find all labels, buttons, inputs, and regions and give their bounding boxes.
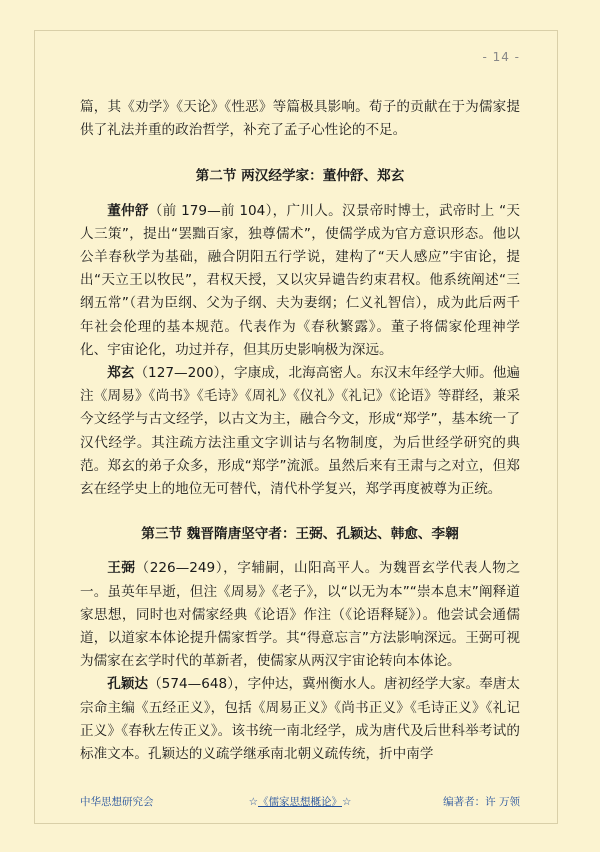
- paragraph-zheng-xuan: [80, 362, 520, 501]
- paragraph-text: （226—249），字辅嗣，山阳高平人。为魏晋玄学代表人物之一。虽英年早逝，但注《周易》《老子》，以“以无为本”“崇本息末”阐释道家思想，同时也对儒家经典《论语》作注（《论语释疑》）。他尝试会通儒道，以道家本体论提升儒家哲学。其“得意忘言”方法影响深远。王弼可视为儒家在玄学时代的革新者，使儒家从两汉宇宙论转向本体论。: [80, 560, 521, 670]
- star-icon: ☆: [342, 796, 352, 808]
- section-title-3: 第三节 魏晋隋唐坚守者：王弼、孔颖达、韩愈、李翱: [141, 526, 459, 543]
- page-footer: [80, 794, 520, 810]
- person-name: 王弼: [107, 560, 136, 577]
- person-name: 郑玄: [107, 365, 135, 382]
- footer-author: 编著者：许 万领: [443, 796, 520, 808]
- paragraph-text: （574—648），字仲达，冀州衡水人。唐初经学大家。奉唐太宗命主编《五经正义》，包括《周易正义》《尚书正义》《毛诗正义》《礼记正义》《春秋左传正义》。该书统一南北经学，成为唐代及后世科举考试的标准文本。孔颖达的义疏学继承南北朝义疏传统，折中南学: [80, 676, 521, 763]
- star-icon: ☆: [248, 796, 258, 808]
- paragraph-text: （前 179—前 104），广川人。汉景帝时博士，武帝时上 “天人三策”，提出“罢黜百家，独尊儒术”，使儒学成为官方意识形态。他以公羊春秋学为基础，融合阴阳五行学说，建构了“天人感应”宇宙论，提出“天立王以牧民”，君权天授，又以灾异谴告约束君权。他系统阐述“三纲五常”（君为臣纲、父为子纲、夫为妻纲；仁义礼智信），成为此后两千年社会伦理的基本规范。代表作为《春秋繁露》。董子将儒家伦理神学化、宇宙论化，功过并存，但其历史影响极为深远。: [80, 202, 521, 358]
- paragraph-kong-yingda: [80, 673, 520, 766]
- intro-paragraph: 篇，其《劝学》《天论》《性恶》等篇极具影响。荀子的贡献在于为儒家提供了礼法并重的政治哲学，补充了孟子心性论的不足。: [80, 99, 520, 139]
- paragraph-wang-bi: [80, 557, 520, 673]
- paragraph-dong-zhongshu: [80, 200, 520, 362]
- person-name: 董仲舒: [107, 202, 149, 219]
- person-name: 孔颖达: [107, 676, 149, 693]
- paragraph-text: （127—200），字康成，北海高密人。东汉末年经学大师。他遍注《周易》《尚书》《毛诗》《周礼》《仪礼》《礼记》《论语》等群经，兼采今文经学与古文经学，以古文为主，融合今文，形成“郑学”，基本统一了汉代经学。其注疏方法注重文字训诂与名物制度，为后世经学研究的典范。郑玄的弟子众多，形成“郑学”流派。虽然后来有王肃与之对立，但郑玄在经学史上的地位无可替代，清代朴学复兴，郑学再度被尊为正统。: [80, 365, 521, 498]
- footer-organization: 中华思想研究会: [80, 796, 154, 808]
- book-title-link[interactable]: 《儒家思想概论》: [258, 796, 342, 808]
- page-number: - 14 -: [482, 50, 520, 64]
- page-content: [80, 96, 520, 766]
- section-title-2: 第二节 两汉经学家：董仲舒、郑玄: [195, 168, 405, 185]
